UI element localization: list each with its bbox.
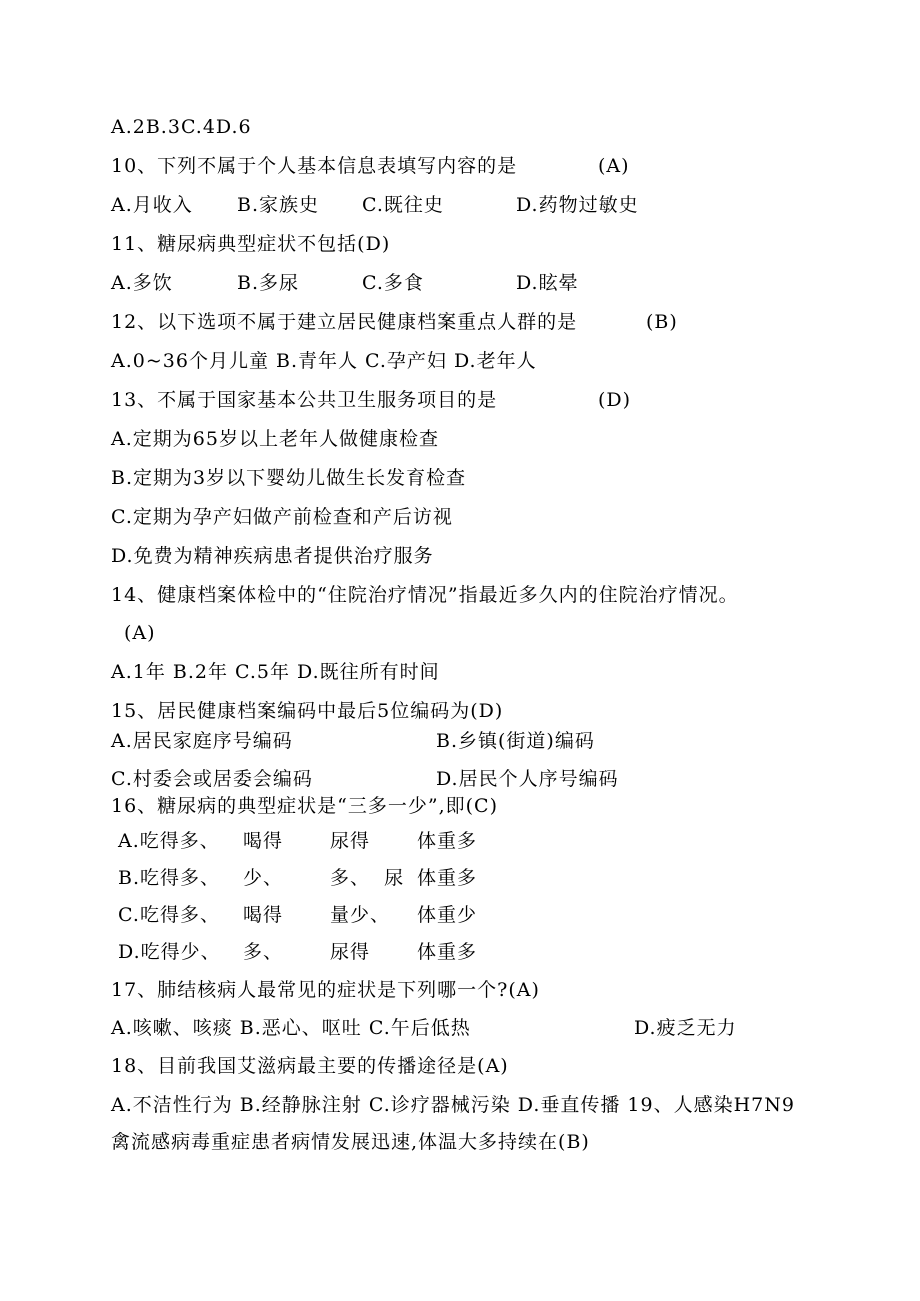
q18-question: 18、目前我国艾滋病最主要的传播途径是(A) [111, 1055, 509, 1077]
q14-answer: (A) [124, 622, 156, 644]
q10-option-d: D.药物过敏史 [516, 194, 639, 216]
q14-question: 14、健康档案体检中的“住院治疗情况”指最近多久内的住院治疗情况。 [111, 584, 739, 606]
q12-options: A.0~36个月儿童 B.青年人 C.孕产妇 D.老年人 [111, 350, 537, 372]
q16-option-a-part3: 尿得 [330, 830, 371, 852]
q10-option-b: B.家族史 [237, 194, 320, 216]
q9-options: A.2B.3C.4D.6 [111, 116, 252, 138]
q17-options: A.咳嗽、咳痰 B.恶心、呕吐 C.午后低热 [111, 1017, 471, 1039]
q11-option-b: B.多尿 [237, 272, 300, 294]
q15-option-b: B.乡镇(街道)编码 [436, 730, 595, 752]
q14-options: A.1年 B.2年 C.5年 D.既往所有时间 [111, 661, 440, 683]
q16-option-d-part1: D.吃得少、 [111, 941, 221, 963]
q19-continuation: 禽流感病毒重症患者病情发展迅速,体温大多持续在(B) [111, 1131, 590, 1153]
q16-question: 16、糖尿病的典型症状是“三多一少”,即(C) [111, 795, 499, 817]
q13-option-c: C.定期为孕产妇做产前检查和产后访视 [111, 506, 453, 528]
q16-option-c-part4: 体重少 [417, 904, 478, 926]
q15-option-d: D.居民个人序号编码 [436, 768, 619, 790]
q16-option-d-part4: 体重多 [417, 941, 478, 963]
q11-question: 11、糖尿病典型症状不包括(D) [111, 233, 391, 255]
q13-option-a: A.定期为65岁以上老年人做健康检查 [111, 428, 439, 450]
q16-option-b-part1: B.吃得多、 [111, 867, 221, 889]
q12-question: 12、以下选项不属于建立居民健康档案重点人群的是 [111, 311, 578, 333]
q13-option-d: D.免费为精神疾病患者提供治疗服务 [111, 545, 434, 567]
q16-option-b-part2: 少、 [243, 867, 284, 889]
q16-option-c-part1: C.吃得多、 [111, 904, 220, 926]
q15-option-a: A.居民家庭序号编码 [111, 730, 293, 752]
q12-answer: (B) [646, 311, 678, 333]
q11-option-d: D.眩晕 [516, 272, 579, 294]
q16-option-d-part2: 多、 [243, 941, 284, 963]
q13-question: 13、不属于国家基本公共卫生服务项目的是 [111, 389, 498, 411]
q11-option-c: C.多食 [362, 272, 424, 294]
q13-option-b: B.定期为3岁以下婴幼儿做生长发育检查 [111, 467, 467, 489]
q10-answer: (A) [598, 155, 630, 177]
q13-answer: (D) [598, 389, 632, 411]
q16-option-c-part3: 量少、 [330, 904, 391, 926]
q16-option-d-part3: 尿得 [330, 941, 371, 963]
q16-option-a-part4: 体重多 [417, 830, 478, 852]
q16-option-a-part2: 喝得 [243, 830, 284, 852]
q16-option-c-part2: 喝得 [243, 904, 284, 926]
q10-option-a: A.月收入 [111, 194, 193, 216]
q11-option-a: A.多饮 [111, 272, 173, 294]
q17-option-d: D.疲乏无力 [634, 1017, 737, 1039]
q16-option-b-part3: 多、 尿 [330, 867, 405, 889]
q16-option-b-part4: 体重多 [417, 867, 478, 889]
q18-options-q19-start: A.不洁性行为 B.经静脉注射 C.诊疗器械污染 D.垂直传播 19、人感染H7N9 [111, 1094, 795, 1116]
q10-question: 10、下列不属于个人基本信息表填写内容的是 [111, 155, 518, 177]
q15-option-c: C.村委会或居委会编码 [111, 768, 313, 790]
q16-option-a-part1: A.吃得多、 [111, 830, 220, 852]
q17-question: 17、肺结核病人最常见的症状是下列哪一个?(A) [111, 979, 540, 1001]
q15-question: 15、居民健康档案编码中最后5位编码为(D) [111, 700, 504, 722]
q10-option-c: C.既往史 [362, 194, 444, 216]
